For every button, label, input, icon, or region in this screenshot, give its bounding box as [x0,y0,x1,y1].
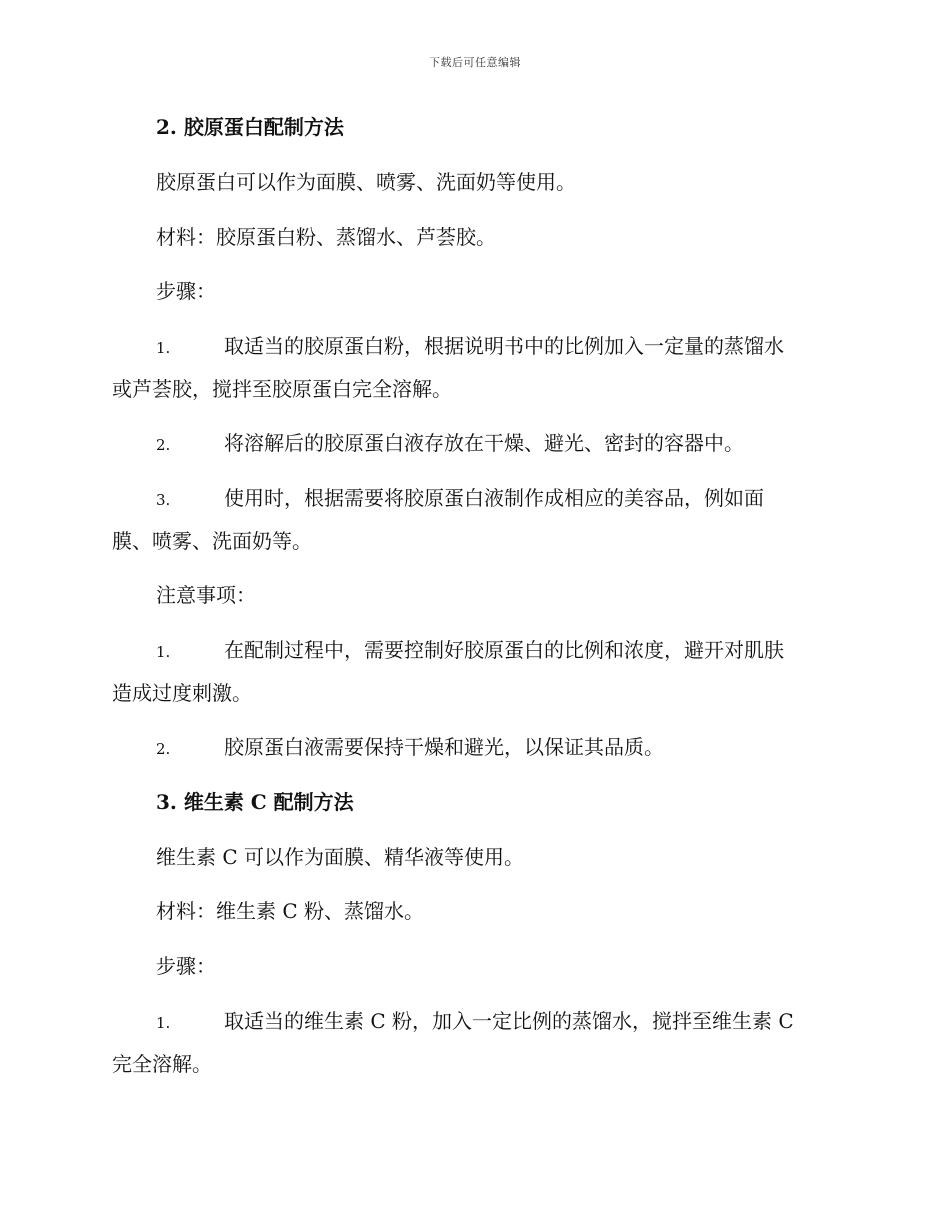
note-number: 1. [156,643,171,661]
section-2-note-2 [112,727,842,770]
section-3-heading: 3. 维生素 C 配制方法 [156,790,354,814]
section-3-intro: 维生素 C 可以作为面膜、精华液等使用。 [156,845,525,869]
step-text: 将溶解后的胶原蛋白液存放在干燥、避光、密封的容器中。 [224,431,744,455]
step-number: 3. [156,491,171,509]
step-number: 1. [156,339,171,357]
section-2-notes-label: 注意事项： [156,583,256,607]
section-2-step-3 [112,478,842,562]
section-2-steps-label: 步骤： [156,279,216,303]
section-2-step-2 [112,423,842,466]
section-2-step-1 [112,326,842,410]
step-number: 1. [156,1014,171,1032]
note-text: 在配制过程中，需要控制好胶原蛋白的比例和浓度，避开对肌肤 [224,638,784,662]
note-text: 胶原蛋白液需要保持干燥和避光，以保证其品质。 [224,735,664,759]
step-number: 2. [156,436,171,454]
section-3-steps-label: 步骤： [156,954,216,978]
step-text-continued: 或芦荟胶，搅拌至胶原蛋白完全溶解。 [112,377,452,401]
step-text: 取适当的维生素 C 粉，加入一定比例的蒸馏水，搅拌至维生素 C [224,1009,794,1033]
step-text-continued: 完全溶解。 [112,1052,212,1076]
section-2-note-1 [112,630,842,714]
note-number: 2. [156,740,171,758]
header-note: 下载后可任意编辑 [429,56,521,69]
note-text-continued: 造成过度刺激。 [112,681,252,705]
section-2-intro: 胶原蛋白可以作为面膜、喷雾、洗面奶等使用。 [156,170,576,194]
section-3-step-1 [112,1001,842,1085]
section-2-heading: 2. 胶原蛋白配制方法 [156,115,344,139]
step-text: 取适当的胶原蛋白粉，根据说明书中的比例加入一定量的蒸馏水 [224,334,784,358]
step-text: 使用时，根据需要将胶原蛋白液制作成相应的美容品，例如面 [224,486,764,510]
section-2-materials: 材料：胶原蛋白粉、蒸馏水、芦荟胶。 [156,225,496,249]
section-3-materials: 材料：维生素 C 粉、蒸馏水。 [156,899,425,923]
step-text-continued: 膜、喷雾、洗面奶等。 [112,529,312,553]
